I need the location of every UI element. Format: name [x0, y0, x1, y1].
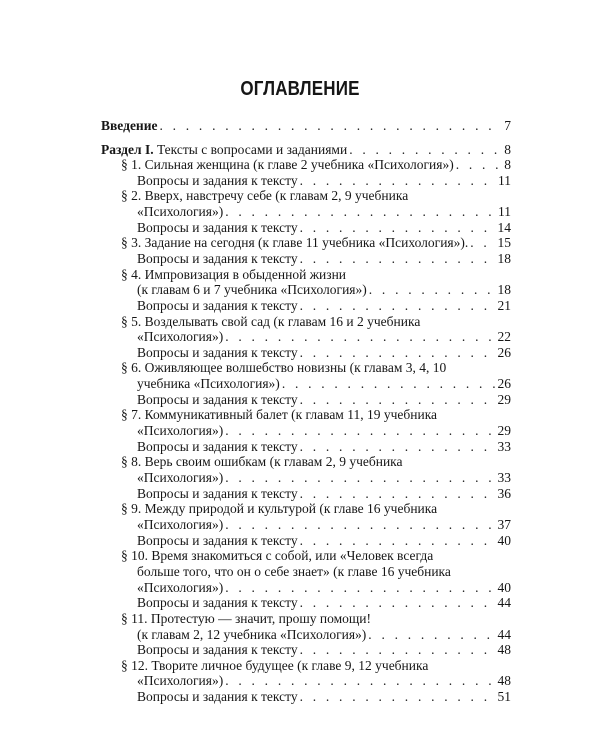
toc-entry-sub [137, 375, 511, 392]
toc-entry-page: 48 [497, 642, 511, 658]
toc-entry-title: «Психология») [137, 579, 224, 595]
dot-leader [300, 344, 495, 361]
toc-entry-title: Вопросы и задания к тексту [137, 595, 298, 611]
toc-entry-page: 36 [497, 485, 511, 501]
toc-entry-title: Вопросы и задания к тексту [137, 250, 298, 266]
toc-entry-intro [101, 117, 511, 134]
dot-leader [300, 391, 495, 408]
toc-entry-chapter [121, 500, 437, 517]
toc-entry-sub [137, 281, 511, 298]
toc-entry-page: 11 [498, 172, 511, 188]
toc-entry-title: § 1. Сильная женщина (к главе 2 учебника «Психология») [121, 157, 454, 172]
toc-entry-sub [137, 250, 511, 267]
toc-entry-sub [137, 469, 511, 486]
toc-entry-page: 18 [497, 282, 511, 298]
toc-entry-sub [137, 328, 511, 345]
toc-entry-page: 29 [497, 423, 511, 439]
toc-entry-title: § 2. Вверх, навстречу себе (к главам 2, 9 учебника [121, 188, 409, 204]
toc-entry-sub [137, 203, 511, 220]
toc-entry-sub [137, 626, 511, 643]
toc-entry-title: Вопросы и задания к тексту [137, 689, 298, 705]
toc-entry-page: 22 [497, 329, 511, 345]
toc-entry-page: 33 [497, 470, 511, 485]
toc-entry-chapter [121, 610, 371, 627]
toc-entry-title: «Психология») [137, 516, 224, 532]
toc-entry-page: 8 [504, 142, 511, 157]
toc-entry-chapter [121, 266, 346, 283]
toc-entry-sub [137, 344, 511, 361]
toc-entry-page: 48 [497, 673, 511, 689]
dot-leader [300, 438, 495, 455]
toc-entry-title: § 10. Время знакомиться с собой, или «Человек всегда [121, 548, 434, 564]
toc-entry-title: «Психология») [137, 673, 224, 689]
toc-entry-title: Вопросы и задания к тексту [137, 642, 298, 658]
page-title: ОГЛАВЛЕНИЕ [240, 78, 360, 100]
dot-leader [300, 219, 495, 236]
toc-entry-title: § 12. Творите личное будущее (к главе 9, 12 учебника [121, 657, 429, 673]
toc-entry-page: 7 [504, 118, 511, 133]
toc-entry-title: «Психология») [137, 470, 224, 485]
dot-leader [470, 234, 494, 251]
toc-entry-title: § 6. Оживляющее волшебство новизны (к главам 3, 4, 10 [121, 360, 447, 376]
toc-entry-title: Вопросы и задания к тексту [137, 485, 298, 501]
toc-entry-chapter [121, 313, 420, 330]
toc-entry-title: § 4. Импровизация в обыденной жизни [121, 266, 347, 282]
toc-entry-page: 40 [497, 579, 511, 595]
section-title: Тексты с вопросами и заданиями [156, 142, 348, 157]
toc-entry-title: § 7. Коммуникативный балет (к главам 11, 19 учебника [121, 407, 438, 423]
toc-entry-chapter [121, 406, 437, 423]
toc-entry-title: «Психология») [137, 423, 224, 439]
toc-entry-title: учебника «Психология») [137, 376, 280, 392]
toc-entry-title: Вопросы и задания к тексту [137, 532, 298, 548]
toc-entry-page: 8 [504, 157, 511, 172]
toc-entry-title: Введение [101, 118, 158, 133]
toc-entry-page: 15 [497, 235, 511, 251]
toc-entry-sub [137, 594, 511, 611]
toc-entry-title: больше того, что он о себе знает» (к главе 16 учебника [137, 563, 451, 579]
toc-entry-sub [137, 438, 511, 455]
toc-entry-chapter [121, 187, 408, 204]
dot-leader [300, 485, 495, 502]
toc-entry-chapter [121, 657, 428, 674]
toc-entry-page: 51 [497, 689, 511, 705]
toc-entry-title: «Психология») [137, 203, 224, 219]
toc-entry-sub [137, 688, 511, 705]
toc-entry-page: 21 [497, 297, 511, 313]
toc-entry-title: Вопросы и задания к тексту [137, 344, 298, 360]
section-label: Раздел I. [101, 142, 154, 157]
toc-entry-sub [137, 563, 451, 580]
toc-entry-page: 14 [497, 219, 511, 235]
dot-leader [300, 641, 495, 658]
toc-entry-title: Вопросы и задания к тексту [137, 172, 298, 188]
dot-leader [282, 375, 495, 392]
toc-entry-sub [137, 516, 511, 533]
dot-leader [225, 469, 494, 486]
toc-entry-page: 40 [497, 532, 511, 548]
toc-entry-page: 37 [497, 516, 511, 532]
dot-leader [225, 672, 494, 689]
dot-leader [300, 532, 495, 549]
toc-entry-chapter [121, 156, 511, 173]
toc-entry-page: 44 [497, 626, 511, 642]
dot-leader [300, 172, 495, 189]
toc-entry-title: § 5. Возделывать свой сад (к главам 16 и 2 учебника [121, 313, 421, 329]
dot-leader [300, 297, 495, 314]
toc-entry-chapter [121, 547, 433, 564]
toc-entry-sub [137, 532, 511, 549]
toc-entry-page: 18 [497, 250, 511, 266]
toc-entry-page: 26 [497, 344, 511, 360]
dot-leader [159, 117, 501, 134]
toc-entry-page: 44 [497, 595, 511, 611]
dot-leader [225, 422, 494, 439]
toc-entry-sub [137, 485, 511, 502]
toc-entry-title: «Психология») [137, 329, 224, 345]
toc-entry-sub [137, 297, 511, 314]
dot-leader [369, 281, 495, 298]
toc-entry-title: § 9. Между природой и культурой (к главе 16 учебника [121, 501, 438, 517]
toc-entry-sub [137, 672, 511, 689]
toc-entry-title: § 8. Верь своим ошибкам (к главам 2, 9 учебника [121, 454, 403, 470]
toc-entry-page: 29 [497, 391, 511, 407]
toc-entry-title: Вопросы и задания к тексту [137, 438, 298, 454]
dot-leader [300, 594, 495, 611]
toc-entry-sub [137, 172, 511, 189]
dot-leader [225, 203, 495, 220]
toc-entry-title: (к главам 2, 12 учебника «Психология») [137, 626, 367, 642]
dot-leader [225, 579, 494, 596]
dot-leader [368, 626, 494, 643]
dot-leader [300, 688, 495, 705]
toc-entry-title: Вопросы и задания к тексту [137, 297, 298, 313]
dot-leader [300, 250, 495, 267]
toc-entry-page: 11 [498, 203, 511, 219]
toc-entry-chapter [121, 359, 446, 376]
dot-leader [225, 516, 494, 533]
toc-entry-sub [137, 391, 511, 408]
toc-entry-sub [137, 641, 511, 658]
dot-leader [225, 328, 494, 345]
toc-entry-title: § 3. Задание на сегодня (к главе 11 учебника «Психология»). [121, 235, 469, 251]
toc-entry-title: (к главам 6 и 7 учебника «Психология») [137, 282, 367, 298]
toc-entry-chapter [121, 234, 511, 251]
toc-entry-sub [137, 219, 511, 236]
dot-leader [456, 156, 502, 173]
toc-entry-title: Вопросы и задания к тексту [137, 219, 298, 235]
toc-entry-sub [137, 422, 511, 439]
toc-entry-sub [137, 579, 511, 596]
toc-entry-chapter [121, 453, 403, 470]
toc-entry-title: Вопросы и задания к тексту [137, 391, 298, 407]
toc-entry-page: 26 [497, 376, 511, 392]
toc-entry-title: § 11. Протестую — значит, прошу помощи! [121, 610, 372, 626]
toc-entry-page: 33 [497, 438, 511, 454]
